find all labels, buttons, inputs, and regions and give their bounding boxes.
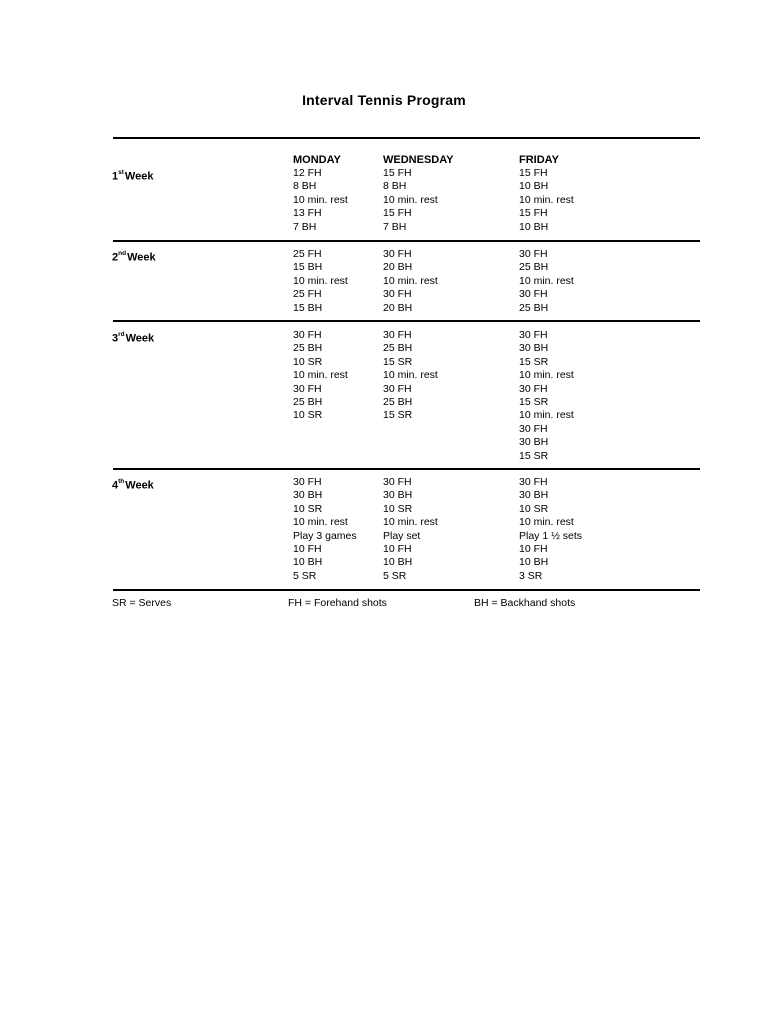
exercise-entry: 30 FH — [383, 476, 412, 488]
exercise-entry: 10 SR — [383, 502, 413, 515]
week-ordinal-suffix: th — [118, 478, 125, 485]
header-friday: FRIDAY — [519, 154, 559, 166]
exercise-entry: 30 FH — [293, 476, 322, 488]
top-rule — [113, 137, 700, 139]
week-word: Week — [125, 479, 154, 492]
week4-wednesday-cell — [383, 476, 438, 583]
exercise-entry: 7 BH — [383, 220, 407, 233]
exercise-entry: 30 FH — [383, 248, 412, 260]
exercise-entry: 10 SR — [293, 502, 323, 515]
week3-monday-cell — [293, 329, 348, 423]
week2-monday-cell — [293, 248, 348, 315]
exercise-entry: 7 BH — [293, 220, 317, 233]
week-word: Week — [127, 251, 156, 264]
exercise-entry: 10 BH — [383, 556, 413, 569]
exercise-entry: 15 BH — [293, 261, 323, 274]
legend-serves: SR = Serves — [112, 597, 172, 609]
exercise-entry: 10 BH — [519, 556, 549, 569]
legend-backhand: BH = Backhand shots — [474, 597, 576, 609]
exercise-entry: 10 BH — [293, 556, 323, 569]
exercise-entry: 30 BH — [383, 489, 413, 502]
week-label-4 — [112, 476, 154, 493]
exercise-entry: 30 BH — [519, 436, 549, 449]
exercise-entry: 30 FH — [519, 422, 548, 435]
exercise-entry: 30 FH — [519, 248, 548, 260]
exercise-entry: 10 min. rest — [519, 409, 574, 422]
week4-friday-cell — [519, 476, 582, 583]
exercise-entry: 25 FH — [293, 248, 322, 260]
week-number: 4 — [112, 479, 119, 492]
exercise-entry: 15 SR — [383, 355, 413, 368]
week-word: Week — [125, 332, 155, 345]
exercise-entry: 30 FH — [519, 382, 548, 395]
exercise-entry: 10 SR — [293, 409, 323, 422]
exercise-entry: 30 FH — [519, 476, 548, 488]
header-wednesday: WEDNESDAY — [383, 154, 454, 166]
week-ordinal-suffix: rd — [118, 331, 125, 338]
exercise-entry: 5 SR — [293, 569, 317, 582]
exercise-entry: 10 min. rest — [293, 369, 348, 382]
exercise-entry: 10 min. rest — [293, 516, 348, 529]
exercise-entry: Play 1 ½ sets — [519, 529, 583, 542]
exercise-entry: 25 BH — [519, 261, 549, 274]
exercise-entry: 30 FH — [383, 288, 412, 301]
exercise-entry: 10 min. rest — [519, 193, 574, 206]
exercise-entry: Play 3 games — [293, 529, 357, 542]
exercise-entry: 15 SR — [519, 449, 549, 462]
exercise-entry: 15 SR — [519, 395, 549, 408]
week-divider-1 — [113, 240, 700, 242]
legend-forehand: FH = Forehand shots — [288, 597, 387, 609]
exercise-entry: 10 SR — [519, 502, 549, 515]
exercise-entry: 30 BH — [519, 489, 549, 502]
week1-wednesday-cell — [383, 167, 438, 234]
document-title: Interval Tennis Program — [302, 92, 466, 108]
week-number: 1 — [112, 170, 119, 183]
exercise-entry: 10 min. rest — [293, 274, 348, 287]
exercise-entry: 10 BH — [519, 180, 549, 193]
header-monday: MONDAY — [293, 154, 341, 166]
exercise-entry: 15 SR — [519, 355, 549, 368]
exercise-entry: 10 FH — [383, 542, 412, 555]
exercise-entry: 25 BH — [293, 395, 323, 408]
exercise-entry: 10 FH — [293, 542, 322, 555]
exercise-entry: 25 BH — [383, 395, 413, 408]
exercise-entry: 10 min. rest — [293, 193, 348, 206]
exercise-entry: 10 min. rest — [519, 274, 574, 287]
exercise-entry: 5 SR — [383, 569, 407, 582]
exercise-entry: 30 FH — [293, 382, 322, 395]
exercise-entry: 30 FH — [519, 329, 548, 341]
week-word: Week — [124, 170, 154, 183]
week3-wednesday-cell — [383, 329, 438, 423]
exercise-entry: 10 min. rest — [519, 369, 574, 382]
exercise-entry: 20 BH — [383, 301, 413, 314]
exercise-entry: 30 FH — [293, 329, 322, 341]
exercise-entry: 10 min. rest — [383, 274, 438, 287]
bottom-rule — [113, 589, 700, 591]
week-label-1 — [112, 167, 153, 184]
exercise-entry: 13 FH — [293, 207, 322, 220]
week2-wednesday-cell — [383, 248, 438, 315]
exercise-entry: 10 BH — [519, 220, 549, 233]
exercise-entry: 25 FH — [293, 288, 322, 301]
exercise-entry: 10 min. rest — [519, 516, 574, 529]
week-ordinal-suffix: nd — [118, 250, 127, 257]
week1-monday-cell — [293, 167, 348, 234]
exercise-entry: 12 FH — [293, 167, 322, 179]
week1-friday-cell — [519, 167, 574, 234]
week-divider-2 — [113, 320, 700, 322]
exercise-entry: 15 FH — [383, 167, 412, 179]
exercise-entry: 15 FH — [519, 207, 548, 220]
week-number: 2 — [112, 251, 119, 264]
exercise-entry: 3 SR — [519, 569, 543, 582]
week-divider-3 — [113, 468, 700, 470]
exercise-entry: 25 BH — [293, 342, 323, 355]
exercise-entry: 25 BH — [519, 301, 549, 314]
exercise-entry: 8 BH — [383, 180, 407, 193]
week-label-2 — [112, 248, 156, 265]
week3-friday-cell — [519, 329, 574, 463]
exercise-entry: 10 min. rest — [383, 369, 438, 382]
exercise-entry: 15 FH — [383, 207, 412, 220]
exercise-entry: 15 SR — [383, 409, 413, 422]
exercise-entry: 10 SR — [293, 355, 323, 368]
exercise-entry: 15 BH — [293, 301, 323, 314]
exercise-entry: 10 min. rest — [383, 516, 438, 529]
exercise-entry: 30 BH — [293, 489, 323, 502]
exercise-entry: 10 FH — [519, 542, 548, 555]
exercise-entry: 8 BH — [293, 180, 317, 193]
exercise-entry: 10 min. rest — [383, 193, 438, 206]
exercise-entry: 30 FH — [383, 382, 412, 395]
exercise-entry: 15 FH — [519, 167, 548, 179]
week-label-3 — [112, 329, 154, 346]
exercise-entry: 20 BH — [383, 261, 413, 274]
week2-friday-cell — [519, 248, 574, 315]
exercise-entry: 30 FH — [383, 329, 412, 341]
exercise-entry: 30 FH — [519, 288, 548, 301]
exercise-entry: 30 BH — [519, 342, 549, 355]
exercise-entry: Play set — [383, 529, 421, 542]
week-number: 3 — [112, 332, 119, 345]
week-ordinal-suffix: st — [118, 169, 124, 176]
exercise-entry: 25 BH — [383, 342, 413, 355]
week4-monday-cell — [293, 476, 357, 583]
